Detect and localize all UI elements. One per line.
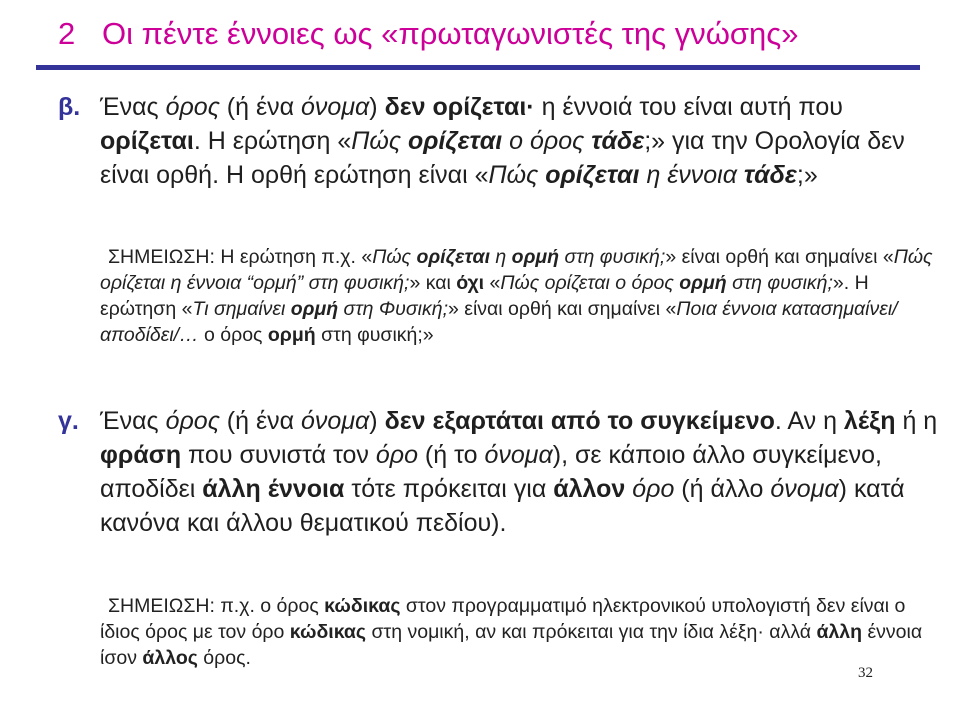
emphasis-bold: άλλον xyxy=(553,475,626,503)
section-c-text: Ένας όρος (ή ένα όνομα) δεν εξαρτάται από το συγκείμενο. Αν η λέξη ή η φράση που συνιστά τον όρο (ή το όνομα), σε κάποιο άλλο συγκείμενο, αποδίδει άλλη έννοια τότε πρόκειται για άλλον όρο (ή άλλο όνομα) κατά κανόνα και άλλου θεματικού πεδίου). xyxy=(100,407,938,537)
emphasis-italic: στη φυσική; xyxy=(559,246,666,268)
emphasis-italic: Πώς xyxy=(372,246,417,268)
emphasis-bold: ορμή xyxy=(511,246,560,268)
section-b-text: Ένας όρος (ή ένα όνομα) δεν ορίζεται· η έννοιά του είναι αυτή που ορίζεται. Η ερώτηση «Πώς ορίζεται ο όρος τάδε;» για την Ορολογία δεν είναι ορθή. Η ορθή ερώτηση είναι «Πώς ορίζεται η έννοια τάδε;» xyxy=(100,93,905,189)
emphasis-bold: ορίζεται xyxy=(100,127,194,155)
emphasis-italic: στη φυσική; xyxy=(726,272,833,294)
emphasis-italic: Πώς ορίζεται ο όρος xyxy=(500,272,680,294)
emphasis-bold: τάδε xyxy=(591,127,645,155)
slide-title-text: Οι πέντε έννοιες ως «πρωταγωνιστές της γνώσης» xyxy=(102,16,799,51)
emphasis-bold: ορμή xyxy=(290,298,339,320)
emphasis-bold: άλλη xyxy=(816,621,863,643)
emphasis-italic: Πώς xyxy=(351,127,408,155)
section-b-note xyxy=(100,244,940,348)
emphasis-bold: δεν εξαρτάται από το συγκείμενο xyxy=(384,407,775,435)
emphasis-italic: Πώς ορίζεται η έννοια “ορμή” στη φυσική; xyxy=(100,246,933,294)
emphasis-italic: η έννοια xyxy=(639,161,744,189)
emphasis-italic: όνομα xyxy=(770,475,839,503)
section-c-note-text: ΣΗΜΕΙΩΣΗ: π.χ. ο όρος κώδικας στον προγραμματιμό ηλεκτρονικού υπολογιστή δεν είναι ο ίδιος όρος με τον όρο κώδικας στη νομική, αν και πρόκειται για την ίδια λέξη· αλλά άλλη έννοια ίσον άλλος όρος. xyxy=(100,595,923,669)
emphasis-bold: ορμή xyxy=(679,272,727,294)
emphasis-bold: άλλος xyxy=(142,647,198,669)
emphasis-italic: η xyxy=(490,246,512,268)
slide-title xyxy=(58,14,938,54)
section-c-note xyxy=(100,593,940,671)
emphasis-italic: ο όρος xyxy=(502,127,592,155)
emphasis-italic: όρο xyxy=(632,475,675,503)
emphasis-bold: τάδε xyxy=(743,161,797,189)
emphasis-bold: ορίζεται xyxy=(416,246,490,268)
emphasis-bold: όχι xyxy=(456,272,485,294)
emphasis-bold: ορίζεται xyxy=(545,161,640,189)
emphasis-italic: όρος xyxy=(165,93,220,121)
emphasis-bold: κώδικας xyxy=(324,595,401,617)
emphasis-bold: δεν ορίζεται· xyxy=(384,93,535,121)
emphasis-italic: όνομα xyxy=(301,93,370,121)
emphasis-italic: όρο xyxy=(375,441,418,469)
emphasis-italic: στη Φυσική; xyxy=(338,298,448,320)
emphasis-italic: όνομα xyxy=(484,441,553,469)
emphasis-italic: Τι σημαίνει xyxy=(192,298,291,320)
emphasis-bold: ορίζεται xyxy=(407,127,503,155)
emphasis-bold: άλλη έννοια xyxy=(202,475,345,503)
emphasis-italic: όρος xyxy=(165,407,220,435)
emphasis-bold: λέξη xyxy=(843,407,896,435)
emphasis-bold: φράση xyxy=(100,441,182,469)
section-b-note-text: ΣΗΜΕΙΩΣΗ: Η ερώτηση π.χ. «Πώς ορίζεται η ορμή στη φυσική;» είναι ορθή και σημαίνει «Πώς ορίζεται η έννοια “ορμή” στη φυσική;» και όχι «Πώς ορίζεται ο όρος ορμή στη φυσική;». Η ερώτηση «Τι σημαίνει ορμή στη Φυσική;» είναι ορθή και σημαίνει «Ποια έννοια κατασημαίνει/αποδίδει/… ο όρος ορμή στη φυσική;» xyxy=(100,246,933,346)
emphasis-italic: Πώς xyxy=(488,161,546,189)
section-c-label: γ. xyxy=(58,407,79,435)
page-number: 32 xyxy=(858,665,873,681)
title-underline xyxy=(36,65,920,70)
emphasis-bold: κώδικας xyxy=(289,621,367,643)
slide-number-label: 2 xyxy=(58,16,76,51)
emphasis-italic: Ποια έννοια κατασημαίνει/αποδίδει/… xyxy=(100,298,898,346)
section-b-label: β. xyxy=(58,93,81,121)
emphasis-italic: όνομα xyxy=(301,407,370,435)
emphasis-bold: ορμή xyxy=(267,324,316,346)
